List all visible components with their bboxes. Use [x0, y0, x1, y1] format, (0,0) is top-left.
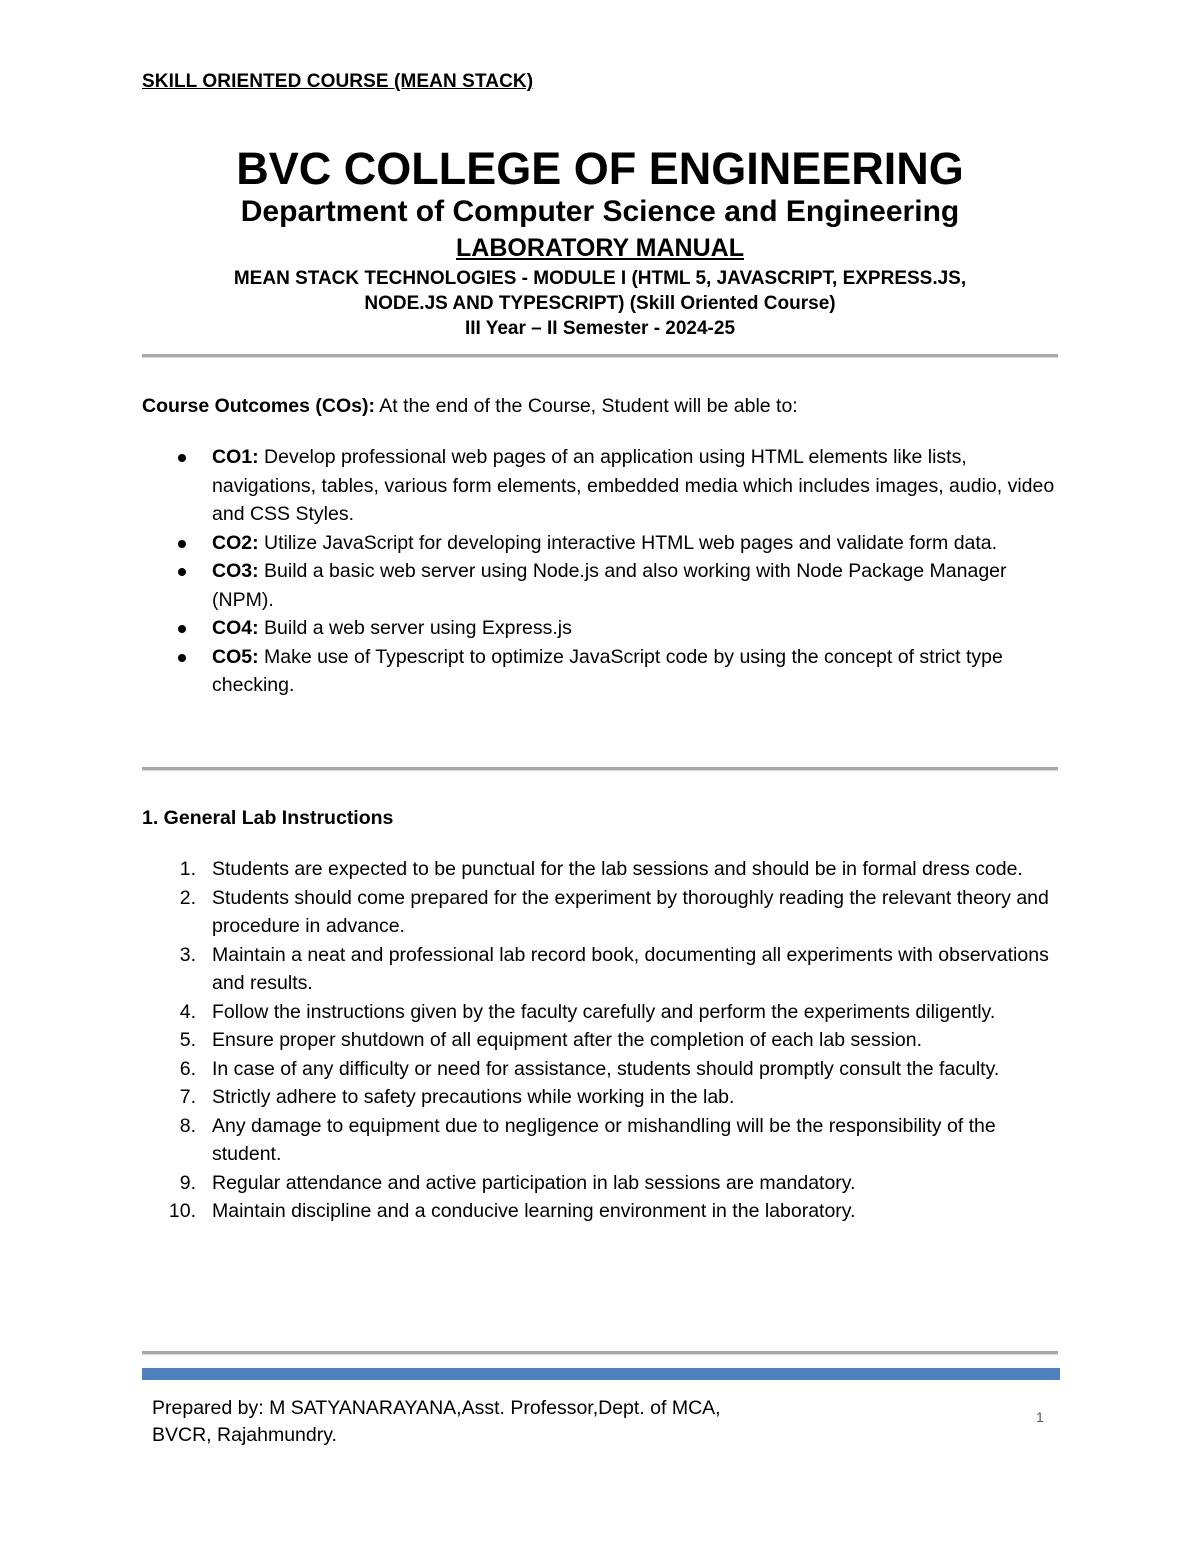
outcomes-intro-label: Course Outcomes (COs): — [142, 395, 375, 417]
instruction-text: Follow the instructions given by the faculty carefully and perform the experiments diligently. — [212, 1000, 996, 1023]
instruction-text: Strictly adhere to safety precautions while working in the lab. — [212, 1086, 735, 1108]
subject-title-line-2: NODE.JS AND TYPESCRIPT) (Skill Oriented Course) — [364, 293, 836, 314]
outcomes-intro-text: At the end of the Course, Student will be able to: — [374, 395, 798, 417]
instruction-item — [142, 1083, 1062, 1112]
outcome-text: Make use of Typescript to optimize JavaScript code by using the concept of strict type checking. — [212, 645, 1003, 696]
outcome-code: CO5: — [212, 645, 259, 668]
divider-rule — [142, 767, 1058, 771]
instruction-text: Ensure proper shutdown of all equipment after the completion of each lab session. — [212, 1029, 923, 1051]
instruction-item — [142, 1112, 1062, 1169]
divider-rule — [142, 354, 1058, 358]
outcomes-intro — [142, 392, 1062, 421]
course-header: SKILL ORIENTED COURSE (MEAN STACK) — [142, 71, 534, 92]
item-number: 9. — [179, 1171, 196, 1194]
outcome-code: CO3: — [212, 560, 259, 582]
instruction-text: Students should come prepared for the experiment by thoroughly reading the relevant theory and procedure in advance. — [212, 886, 1049, 937]
item-number: 2. — [179, 886, 196, 909]
subject-title — [142, 266, 1058, 316]
bullet-icon — [178, 540, 186, 548]
instruction-text: Students are expected to be punctual for the lab sessions and should be in formal dress code. — [212, 858, 1023, 880]
instruction-item — [142, 1026, 1062, 1055]
manual-title: LABORATORY MANUAL — [456, 234, 744, 262]
instruction-item — [142, 1169, 1062, 1198]
instruction-text: Maintain a neat and professional lab record book, documenting all experiments with observations and results. — [212, 943, 1049, 994]
college-title: BVC COLLEGE OF ENGINEERING — [236, 143, 964, 194]
outcome-item — [142, 643, 1062, 700]
item-number: 6. — [179, 1057, 196, 1080]
instruction-item — [142, 941, 1062, 998]
bullet-icon — [178, 654, 186, 662]
item-number: 4. — [179, 1000, 196, 1023]
item-number: 1. — [179, 858, 196, 880]
outcome-code: CO4: — [212, 617, 259, 639]
section-heading: 1. General Lab Instructions — [142, 807, 394, 829]
outcome-code: CO2: — [212, 531, 259, 554]
bullet-icon — [178, 625, 186, 633]
outcome-text: Utilize JavaScript for developing interactive HTML web pages and validate form data. — [258, 531, 998, 554]
instruction-item — [142, 855, 1062, 884]
outcome-text: Build a web server using Express.js — [258, 617, 572, 639]
outcome-item — [142, 614, 1062, 643]
page-number: 1 — [1036, 1409, 1044, 1425]
bullet-icon — [178, 568, 186, 576]
outcome-text: Develop professional web pages of an application using HTML elements like lists, navigations, tables, various form elements, embedded media which includes images, audio, video and CSS Styles. — [212, 446, 1055, 525]
outcome-item — [142, 557, 1062, 614]
item-number: 7. — [179, 1086, 196, 1108]
instruction-item — [142, 1197, 1062, 1226]
instruction-item — [142, 1055, 1062, 1084]
footer-prepared-by — [152, 1395, 852, 1449]
outcome-code: CO1: — [212, 446, 259, 468]
bullet-icon — [178, 454, 186, 462]
item-number: 5. — [179, 1029, 196, 1051]
footer-line-1: Prepared by: M SATYANARAYANA,Asst. Professor,Dept. of MCA, — [152, 1397, 721, 1419]
item-number: 8. — [179, 1114, 196, 1137]
footer-line-2: BVCR, Rajahmundry. — [152, 1424, 337, 1446]
instruction-item — [142, 884, 1062, 941]
subject-title-line-1: MEAN STACK TECHNOLOGIES - MODULE I (HTML 5, JAVASCRIPT, EXPRESS.JS, — [233, 268, 967, 289]
outcome-item — [142, 443, 1062, 529]
outcomes-list — [142, 443, 1062, 700]
instruction-text: Any damage to equipment due to negligence or mishandling will be the responsibility of the student. — [212, 1114, 996, 1165]
year-semester: III Year – II Semester - 2024-25 — [464, 318, 736, 339]
instructions-list — [142, 855, 1062, 1226]
footer-bar — [142, 1368, 1060, 1380]
instruction-text: In case of any difficulty or need for assistance, students should promptly consult the faculty. — [212, 1057, 1000, 1080]
instruction-item — [142, 998, 1062, 1027]
item-number: 3. — [179, 943, 196, 966]
instruction-text: Maintain discipline and a conducive learning environment in the laboratory. — [212, 1200, 856, 1222]
department-title: Department of Computer Science and Engineering — [240, 195, 960, 228]
instruction-text: Regular attendance and active participation in lab sessions are mandatory. — [212, 1171, 856, 1194]
outcome-item — [142, 529, 1062, 558]
outcome-text: Build a basic web server using Node.js and also working with Node Package Manager (NPM). — [212, 560, 1007, 611]
item-number: 10. — [168, 1200, 196, 1222]
divider-rule — [142, 1351, 1058, 1355]
